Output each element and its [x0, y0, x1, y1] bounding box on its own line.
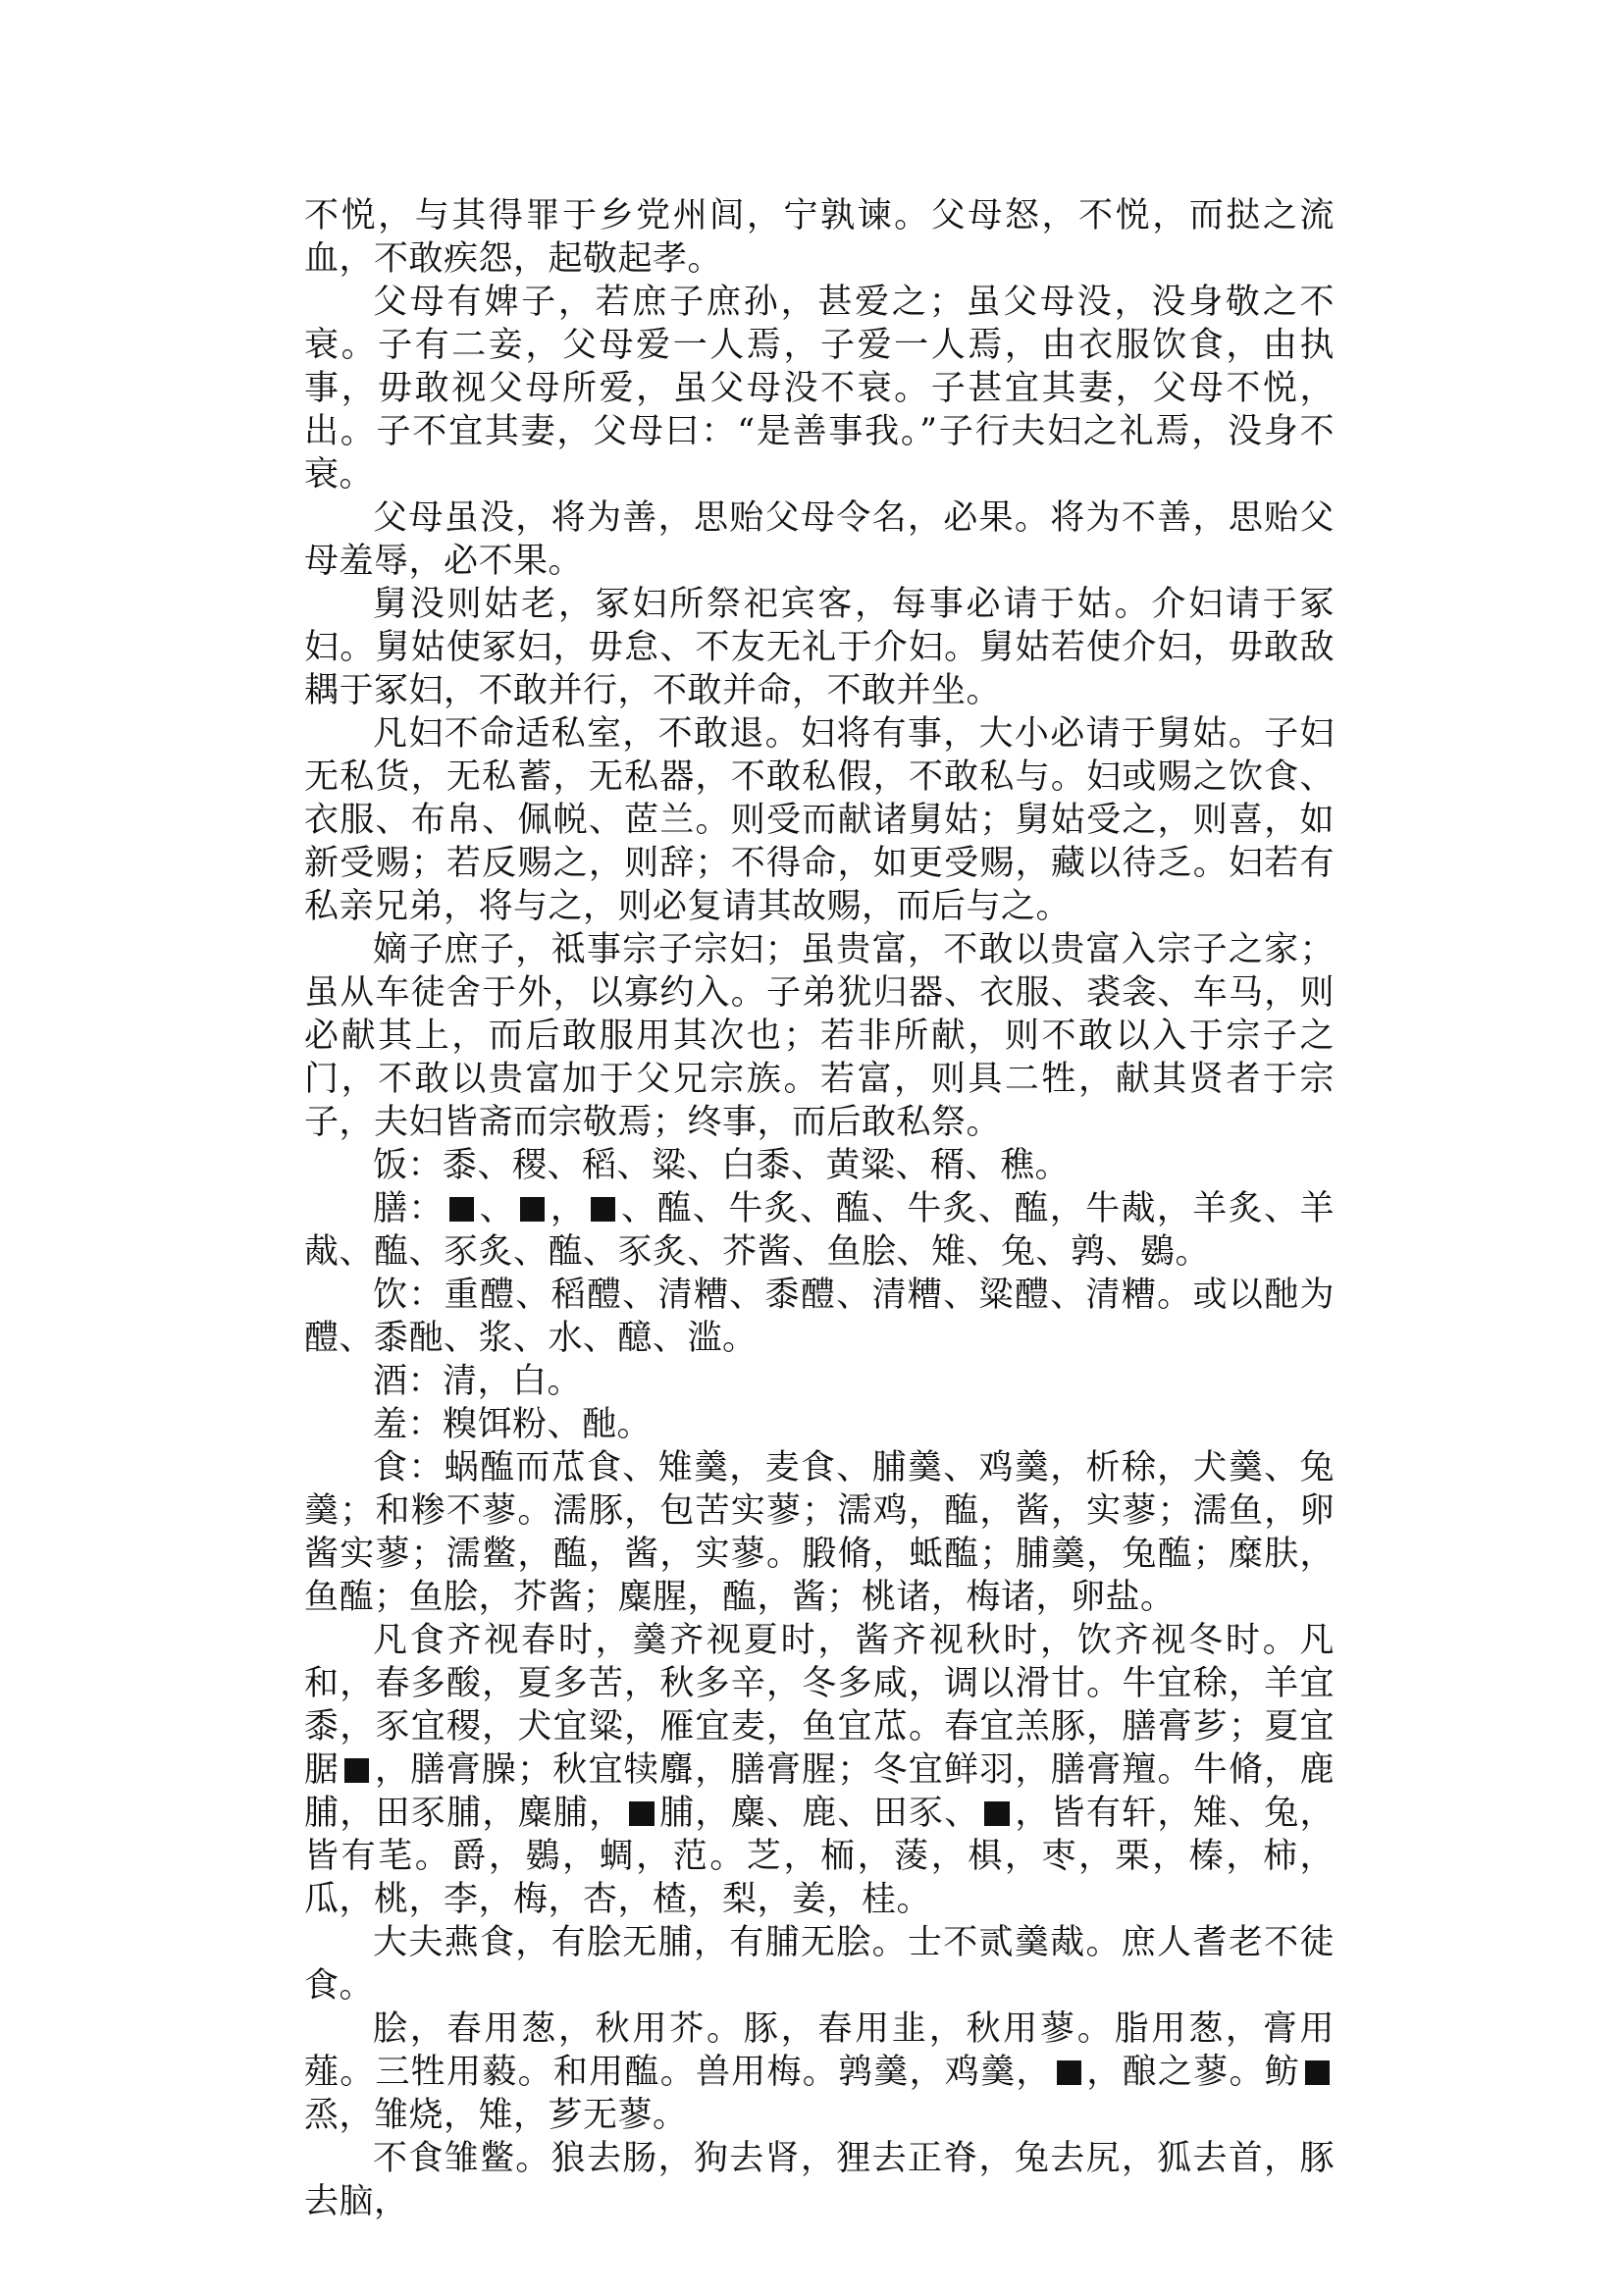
paragraph	[304, 1446, 1335, 1619]
paragraph	[304, 1187, 1335, 1274]
paragraph	[304, 712, 1335, 928]
missing-character-block	[344, 1758, 369, 1783]
paragraph-text: 不悦，与其得罪于乡党州闾，宁孰谏。父母怒，不悦，而挞之流血，不敢疾怨，起敬起孝。	[304, 196, 1335, 279]
paragraph-text: ，膳膏臊；秋宜犊麛，膳膏腥；冬宜鲜羽，膳膏羶。牛脩，鹿脯，田豕脯，麋脯，	[304, 1750, 1335, 1833]
paragraph-text: 羞：糗饵粉、酏。	[373, 1405, 653, 1444]
paragraph	[304, 1144, 1335, 1187]
missing-character-block	[591, 1197, 615, 1222]
paragraph	[304, 1403, 1335, 1446]
paragraph-text: 、	[478, 1189, 516, 1228]
missing-character-block	[520, 1197, 545, 1222]
paragraph-text: 舅没则姑老，冢妇所祭祀宾客，每事必请于姑。介妇请于冢妇。舅姑使冢妇，毋怠、不友无礼于介妇。舅姑若使介妇，毋敢敌耦于冢妇，不敢并行，不敢并命，不敢并坐。	[304, 585, 1335, 710]
paragraph	[304, 1360, 1335, 1403]
paragraph-text: 脯，麋、鹿、田豕、	[658, 1794, 980, 1833]
missing-character-block	[449, 1197, 474, 1222]
paragraph	[304, 1619, 1335, 1921]
paragraph-text: 饮：重醴、稻醴、清糟、黍醴、清糟、粱醴、清糟。或以酏为醴、黍酏、浆、水、醷、滥。	[304, 1276, 1335, 1358]
document-page	[304, 194, 1335, 2223]
paragraph-text: 凡妇不命适私室，不敢退。妇将有事，大小必请于舅姑。子妇无私货，无私蓄，无私器，不敢私假，不敢私与。妇或赐之饮食、衣服、布帛、佩帨、茝兰。则受而献诸舅姑；舅姑受之，则喜，如新受赐；若反赐之，则辞；不得命，如更受赐，藏以待乏。妇若有私亲兄弟，将与之，则必复请其故赐，而后与之。	[304, 714, 1335, 926]
paragraph	[304, 1274, 1335, 1360]
paragraph-text: 酒：清，白。	[373, 1362, 583, 1401]
paragraph	[304, 194, 1335, 281]
paragraph	[304, 2137, 1335, 2223]
paragraph-text: 烝，雏烧，雉，芗无蓼。	[304, 2096, 688, 2135]
paragraph	[304, 583, 1335, 712]
paragraph-text: 凡食齐视春时，羹齐视夏时，酱齐视秋时，饮齐视冬时。凡和，春多酸，夏多苦，秋多辛，冬多咸，调以滑甘。牛宜稌，羊宜黍，豕宜稷，犬宜粱，雁宜麦，鱼宜苽。春宜羔豚，膳膏芗；夏宜腒	[304, 1621, 1335, 1790]
missing-character-block	[1057, 2060, 1081, 2085]
paragraph-text: 父母虽没，将为善，思贻父母令名，必果。将为不善，思贻父母羞辱，必不果。	[304, 498, 1335, 581]
paragraph-text: 食：蜗醢而苽食、雉羹，麦食、脯羹、鸡羹，析稌，犬羹、兔羹；和糁不蓼。濡豚，包苦实蓼；濡鸡，醢，酱，实蓼；濡鱼，卵酱实蓼；濡鳖，醢，酱，实蓼。腶脩，蚳醢；脯羹，兔醢；糜肤，鱼醢；鱼脍，芥酱；麋腥，醢，酱；桃诸，梅诸，卵盐。	[304, 1448, 1335, 1617]
paragraph-text: 父母有婢子，若庶子庶孙，甚爱之；虽父母没，没身敬之不衰。子有二妾，父母爱一人焉，子爱一人焉，由衣服饮食，由执事，毋敢视父母所爱，虽父母没不衰。子甚宜其妻，父母不悦，出。子不宜其妻，父母曰：“是善事我。”子行夫妇之礼焉，没身不衰。	[304, 283, 1335, 495]
paragraph-text: ，	[550, 1189, 587, 1228]
paragraph-text: 饭：黍、稷、稻、粱、白黍、黄粱、稰、穛。	[373, 1146, 1071, 1185]
paragraph-text: 大夫燕食，有脍无脯，有脯无脍。士不贰羹胾。庶人耆老不徒食。	[304, 1923, 1335, 2006]
missing-character-block	[984, 1801, 1009, 1826]
paragraph	[304, 1921, 1335, 2007]
paragraph	[304, 2007, 1335, 2137]
paragraph-text: 膳：	[373, 1189, 445, 1228]
paragraph-text: ，皆有轩，雉、兔，皆有芼。爵，鷃，蜩，范。芝，栭，蔆，椇，枣，栗，榛，柿，瓜，桃，李，梅，杏，楂，梨，姜，桂。	[304, 1794, 1335, 1919]
paragraph	[304, 496, 1335, 583]
paragraph	[304, 928, 1335, 1144]
paragraph-text: 不食雏鳖。狼去肠，狗去肾，狸去正脊，兔去尻，狐去首，豚去脑，	[304, 2139, 1335, 2221]
paragraph	[304, 281, 1335, 496]
paragraph-text: 、醢、牛炙、醢、牛炙、醢，牛胾，羊炙、羊胾、醢、豕炙、醢、豕炙、芥酱、鱼脍、雉、兔、鹑、鷃。	[304, 1189, 1335, 1272]
paragraph-text: 脍，春用葱，秋用芥。豚，春用韭，秋用蓼。脂用葱，膏用薤。三牲用藙。和用醢。兽用梅。鹑羹，鸡羹，	[304, 2009, 1335, 2092]
paragraph-text: ，酿之蓼。鲂	[1085, 2053, 1301, 2092]
missing-character-block	[1305, 2060, 1330, 2085]
missing-character-block	[629, 1801, 654, 1826]
paragraph-text: 嫡子庶子，祗事宗子宗妇；虽贵富，不敢以贵富入宗子之家；虽从车徒舍于外，以寡约入。子弟犹归器、衣服、裘衾、车马，则必献其上，而后敢服用其次也；若非所献，则不敢以入于宗子之门，不敢以贵富加于父兄宗族。若富，则具二牲，献其贤者于宗子，夫妇皆斋而宗敬焉；终事，而后敢私祭。	[304, 930, 1335, 1142]
